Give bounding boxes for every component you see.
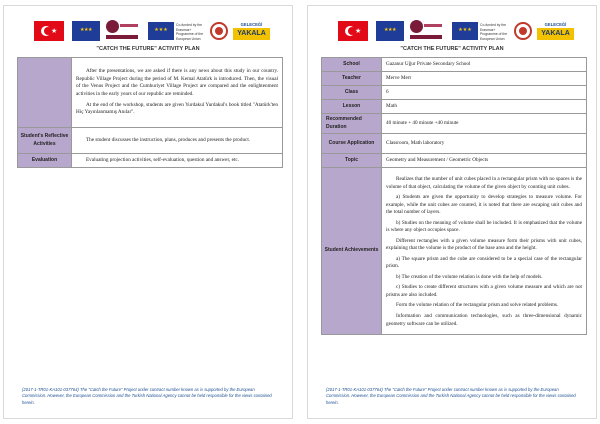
row-label: Class (322, 86, 382, 100)
erasmus-flag-icon: ★★★ (148, 22, 174, 40)
table-row (322, 114, 587, 134)
row-value: After the presentations, we are asked if there is any news about this study in our country. Republic Village Project during the period of M. Kemal Atatürk is introduced. Then, the visual of the Venus Project and the Cumhuriyet Village Project are compared and the enlightenment activities in the early years of our republic are reminded. At the end of the workshop, students are given Yurdakul Yurdakul's book titled "Atatürk'ten Hiç Yayınlanmamış Anılar". (72, 58, 283, 128)
row-value: Gazanur Uğur Private Secondary School (382, 58, 587, 72)
table-row (322, 100, 587, 114)
plan-title: "CATCH THE FUTURE" ACTIVITY PLAN (400, 46, 504, 52)
eu-flag-icon: ★★★ (72, 21, 100, 41)
logo-strip (34, 20, 270, 42)
erasmus-flag-icon: ★★★ (452, 22, 478, 40)
eu-cofunded-note: Co-funded by the Erasmus+ Programme of the European Union (480, 23, 508, 41)
row-label: Recommended Duration (322, 114, 382, 134)
row-label: Student Achievements (322, 168, 382, 335)
row-label: School (322, 58, 382, 72)
page-footer: (2017-1-TR01-KA101-037764) The "Catch the Future" Project under contract number known as is supported by the European Commission. However, the European Commission and the Turkish National Agency cannot be held responsible for the views contained herein. (22, 387, 272, 405)
table-row (18, 154, 283, 168)
row-label (18, 58, 72, 128)
eu-flag-icon: ★★★ (376, 21, 404, 41)
table-row (322, 72, 587, 86)
row-label: Student's Reflective Activities (18, 128, 72, 154)
turkey-flag-icon: ★ (34, 21, 64, 41)
table-row (322, 134, 587, 154)
page-footer: (2017-1-TR01-KA101-037764) The "Catch the Future" Project under contract number known as is supported by the European Commission. However, the European Commission and the Turkish National Agency cannot be held responsible for the views contained herein. (326, 387, 576, 405)
row-label: Topic (322, 154, 382, 168)
activity-plan-table-right (321, 57, 587, 335)
row-label: Evaluation (18, 154, 72, 168)
logo-strip (338, 20, 574, 42)
document-page-left (3, 5, 293, 419)
seal-logo-icon (210, 22, 228, 40)
table-row (322, 168, 587, 335)
project-logo: GELECEĞİ YAKALA (233, 20, 270, 42)
plan-title: "CATCH THE FUTURE" ACTIVITY PLAN (96, 46, 200, 52)
eu-cofunded-note: Co-funded by the Erasmus+ Programme of the European Union (176, 23, 204, 41)
row-label: Teacher (322, 72, 382, 86)
project-logo: GELECEĞİ YAKALA (537, 20, 574, 42)
row-value: Math (382, 100, 587, 114)
row-label: Course Application (322, 134, 382, 154)
document-page-right (307, 5, 597, 419)
row-value: The student discusses the instruction, plans, produces and presents the product. (72, 128, 283, 154)
table-row (322, 86, 587, 100)
row-value: Merve Mert (382, 72, 587, 86)
row-value: Realizes that the number of unit cubes placed in a rectangular prism with no spaces is the volume of that object, calculating the volume of the given object by counting unit cubes. a) Students are given the opportunity to develop strategies to measure volume. For example, while the unit cubes are counted, it is noted that there are escaping unit cubes and the total number of layers. b) Studies on the meaning of volume shall be included. It is emphasized that the volume is where any object occupies space. Different rectangles with a given volume measure form their prisms with unit cubes, explaining that the volume is the product of the base area and the height. a) The square prism and the cube are considered to be a special case of the rectangular prism. b) The creation of the volume relation is done with the help of models. c) Studies to create different structures with a given volume measure and which are not prisms are also included. Form the volume relation of the rectangular prism and solve related problems. Information and communication technologies, such as three-dimensional dynamic geometry software can be utilized. (382, 168, 587, 335)
row-label: Lesson (322, 100, 382, 114)
table-row (18, 58, 283, 128)
school-logo-icon (106, 20, 138, 42)
activity-plan-table-left (17, 57, 283, 168)
seal-logo-icon (514, 22, 532, 40)
turkey-flag-icon: ★ (338, 21, 368, 41)
row-value: 6 (382, 86, 587, 100)
school-logo-icon (410, 20, 442, 42)
table-row (18, 128, 283, 154)
row-value: 40 minute + 40 minute +40 minute (382, 114, 587, 134)
table-row (322, 154, 587, 168)
row-value: Evaluating projection activities, self-evaluation, question and answer, etc. (72, 154, 283, 168)
table-row (322, 58, 587, 72)
row-value: Geometry and Measurement / Geometric Objects (382, 154, 587, 168)
row-value: Classroom, Math laboratory (382, 134, 587, 154)
